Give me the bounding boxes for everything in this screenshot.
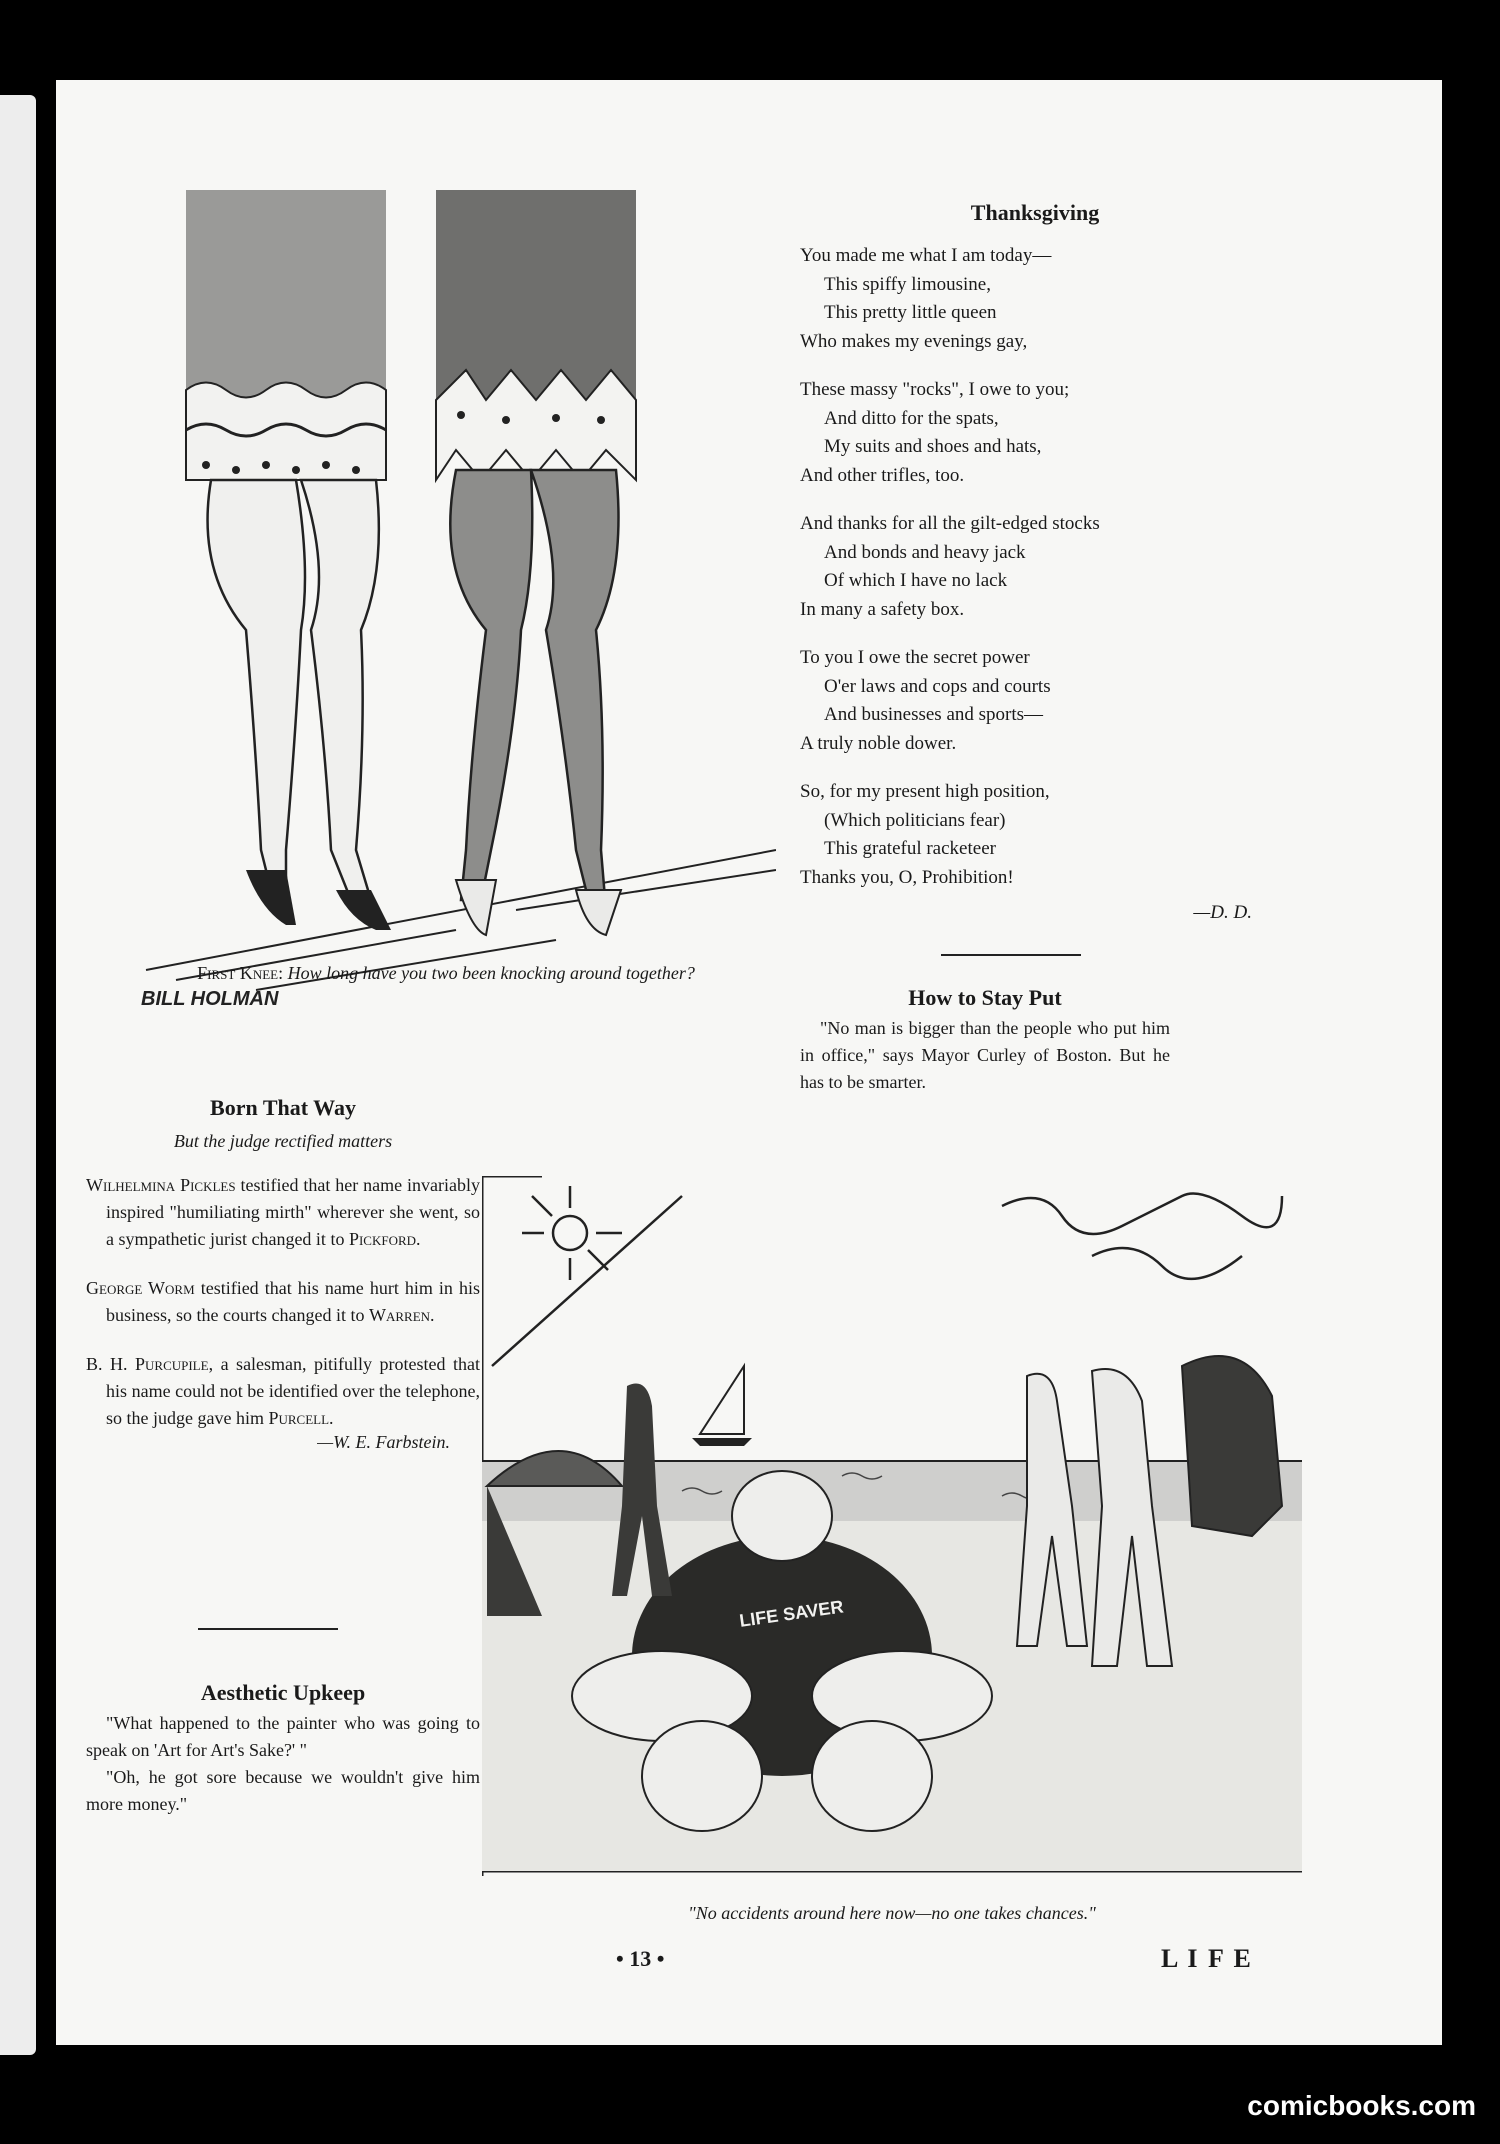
born-title: Born That Way bbox=[210, 1095, 356, 1120]
divider-rule bbox=[198, 1628, 338, 1630]
poem-line: A truly noble dower. bbox=[800, 732, 957, 754]
divider-rule bbox=[941, 954, 1081, 956]
poem-line: And other trifles, too. bbox=[800, 464, 965, 486]
poem-line: This spiffy limousine, bbox=[824, 273, 991, 295]
beach-cartoon bbox=[482, 1176, 1302, 1876]
stay-put-title: How to Stay Put bbox=[908, 985, 1062, 1010]
stay-put-text: "No man is bigger than the people who put him in office," says Mayor Curley of Boston. But he has to be smarter. bbox=[800, 1018, 1170, 1092]
poem-line: My suits and shoes and hats, bbox=[824, 436, 1042, 457]
beach-caption: "No accidents around here now—no one takes chances." bbox=[688, 1903, 1096, 1923]
poem-line: Of which I have no lack bbox=[824, 570, 1008, 591]
poem-stanza bbox=[800, 242, 1270, 356]
poem-line: So, for my present high position, bbox=[800, 781, 1050, 802]
caption-text: How long have you two been knocking around together? bbox=[287, 963, 695, 983]
born-subtitle: But the judge rectified matters bbox=[173, 1131, 393, 1151]
born-paragraph-1: Wilhelmina Pickles testified that her name invariably inspired "humiliating mirth" wherever she went, so a sympathetic jurist changed it to Pickford. bbox=[86, 1175, 480, 1249]
poem-line: And thanks for all the gilt-edged stocks bbox=[800, 513, 1100, 534]
aesthetic-upkeep-item bbox=[86, 1680, 480, 1818]
born-paragraph-3: B. H. Purcupile, a salesman, pitifully protested that his name could not be identified over the telephone, so the judge gave him Purcell. bbox=[86, 1354, 480, 1428]
poem-stanza bbox=[800, 510, 1270, 624]
aesthetic-line-1: "What happened to the painter who was going to speak on 'Art for Art's Sake?' " bbox=[86, 1713, 480, 1760]
poem-stanza bbox=[800, 644, 1270, 758]
poem-line: (Which politicians fear) bbox=[824, 809, 1006, 831]
poem-line: Who makes my evenings gay, bbox=[800, 330, 1028, 352]
born-paragraph-2: George Worm testified that his name hurt him in his business, so the courts changed it to Warren. bbox=[86, 1278, 480, 1325]
page-number: • 13 • bbox=[616, 1946, 665, 1971]
knees-caption bbox=[146, 960, 746, 986]
born-that-way-item bbox=[86, 1095, 480, 1453]
knees-cartoon bbox=[136, 190, 776, 1030]
magazine-page bbox=[56, 80, 1442, 2045]
aesthetic-line-2: "Oh, he got sore because we wouldn't give him more money." bbox=[86, 1767, 480, 1814]
poem-line: And businesses and sports— bbox=[824, 704, 1044, 725]
poem-stanza bbox=[800, 778, 1270, 892]
poem-line: To you I owe the secret power bbox=[800, 647, 1030, 668]
stay-put-item bbox=[800, 985, 1170, 1096]
poem-body bbox=[800, 242, 1270, 892]
poem-author: —D. D. bbox=[1193, 902, 1252, 923]
poem-line: Thanks you, O, Prohibition! bbox=[800, 866, 1014, 888]
caption-speaker: First Knee: bbox=[197, 963, 284, 983]
poem-line: In many a safety box. bbox=[800, 598, 965, 620]
aesthetic-title: Aesthetic Upkeep bbox=[200, 1680, 366, 1705]
poem-line: O'er laws and cops and courts bbox=[824, 675, 1051, 697]
artist-signature: BILL HOLMAN bbox=[141, 988, 279, 1010]
poem-line: These massy "rocks", I owe to you; bbox=[800, 379, 1070, 400]
magazine-name: L I F E bbox=[1161, 1944, 1253, 1973]
poem-line: And bonds and heavy jack bbox=[824, 541, 1026, 563]
life-saver-shirt-text: LIFE SAVER bbox=[738, 1596, 845, 1631]
poem-line: This grateful racketeer bbox=[824, 838, 996, 859]
poem-line: This pretty little queen bbox=[824, 302, 997, 323]
poem-line: You made me what I am today— bbox=[800, 245, 1052, 266]
thanksgiving-poem bbox=[800, 200, 1270, 924]
poem-line: And ditto for the spats, bbox=[824, 407, 999, 429]
facing-page-edge bbox=[0, 95, 36, 2055]
poem-stanza bbox=[800, 376, 1270, 490]
watermark: comicbooks.com bbox=[1247, 2090, 1476, 2121]
poem-title: Thanksgiving bbox=[970, 200, 1100, 225]
born-author: —W. E. Farbstein. bbox=[317, 1432, 450, 1452]
